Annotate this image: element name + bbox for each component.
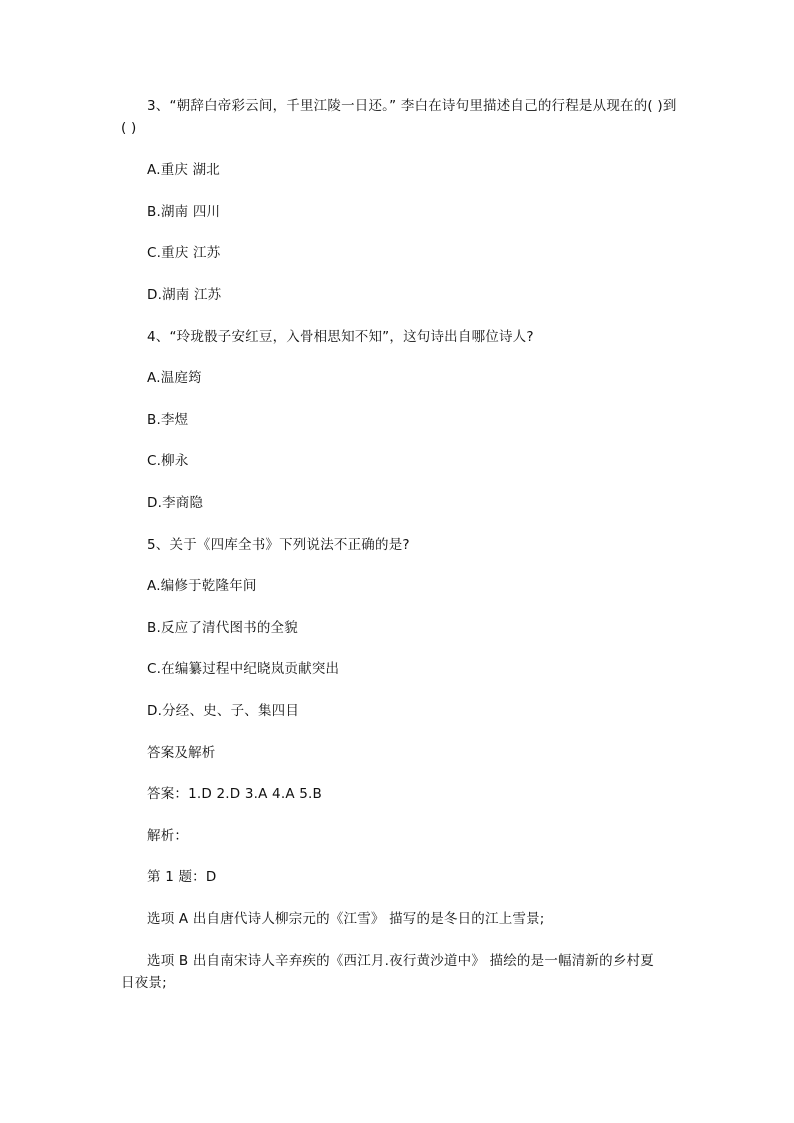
question-3-stem-continued: ( ): [121, 120, 137, 136]
analysis-option-b: 选项 B 出自南宋诗人辛弃疾的《西江月.夜行黄沙道中》 描绘的是一幅清新的乡村夏: [147, 953, 654, 969]
question-4-option-a: A.温庭筠: [147, 370, 202, 386]
question-4-option-d: D.李商隐: [147, 495, 204, 511]
analysis-option-b-continued: 日夜景;: [121, 975, 167, 991]
answer-key: 答案：1.D 2.D 3.A 4.A 5.B: [147, 786, 322, 802]
question-4-stem: 4、“玲珑骰子安红豆，入骨相思知不知”，这句诗出自哪位诗人?: [147, 329, 534, 345]
question-3-option-a: A.重庆 湖北: [147, 162, 220, 178]
question-3-option-d: D.湖南 江苏: [147, 287, 222, 303]
question-3-option-c: C.重庆 江苏: [147, 245, 221, 261]
analysis-option-a: 选项 A 出自唐代诗人柳宗元的《江雪》 描写的是冬日的江上雪景;: [147, 911, 545, 927]
question-5-option-d: D.分经、史、子、集四目: [147, 703, 300, 719]
question-4-option-b: B.李煜: [147, 412, 189, 428]
question-3-option-b: B.湖南 四川: [147, 204, 221, 220]
question-3-stem: 3、“朝辞白帝彩云间，千里江陵一日还。” 李白在诗句里描述自己的行程是从现在的( )到: [147, 98, 677, 114]
analysis-label: 解析：: [147, 828, 189, 844]
question-4-option-c: C.柳永: [147, 453, 189, 469]
question-5-option-c: C.在编纂过程中纪晓岚贡献突出: [147, 661, 340, 677]
question-1-answer: 第 1 题：D: [147, 869, 217, 885]
question-5-option-b: B.反应了清代图书的全貌: [147, 620, 298, 636]
answers-heading: 答案及解析: [147, 745, 216, 761]
question-5-stem: 5、关于《四库全书》下列说法不正确的是?: [147, 537, 410, 553]
question-5-option-a: A.编修于乾隆年间: [147, 578, 257, 594]
